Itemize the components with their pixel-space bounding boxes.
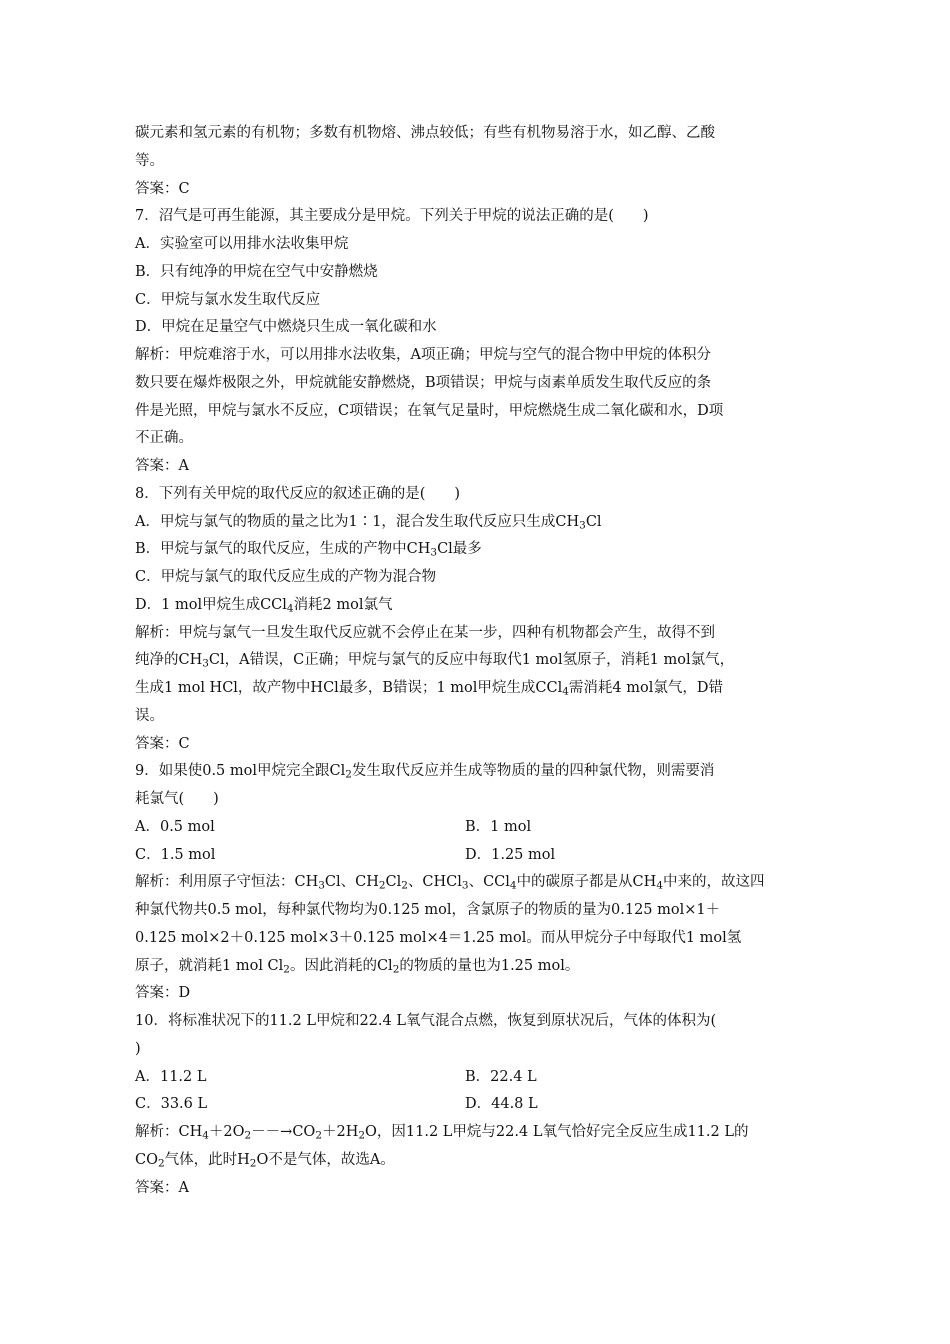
option-9d: D．1.25 mol — [465, 846, 556, 863]
explanation-10: 解析：$CH_4+2O_2--\to CO_2+2H_2O$，因11.2 L甲烷与22.4 L氧气恰好完全反应生成11.2 L的 — [135, 1124, 749, 1142]
question-10: ) — [135, 1040, 141, 1057]
options-row — [135, 1064, 815, 1092]
explanation-7: 数只要在爆炸极限之外，甲烷就能安静燃烧，B项错误；甲烷与卤素单质发生取代反应的条 — [135, 374, 712, 391]
explanation-9: 种氯代物共0.5 mol，每种氯代物均为0.125 mol，含氯原子的物质的量为0.125 mol×1＋ — [135, 902, 721, 918]
explanation-9: 解析：利用原子守恒法：$CH_3Cl$、$CH_2Cl_2$、CHCl$_3$、CCl$_4$中的碳原子都是从$CH_4$中来的，故这四 — [135, 874, 765, 892]
question-7: 7．沼气是可再生能源，其主要成分是甲烷。下列关于甲烷的说法正确的是( ) — [135, 208, 649, 225]
question-10: 10．将标准状况下的11.2 L甲烷和22.4 L氧气混合点燃，恢复到原状况后，气体的体积为( — [135, 1013, 717, 1029]
explanation-7: 不正确。 — [135, 430, 193, 447]
answer-7: 答案：A — [135, 458, 189, 474]
options-row — [135, 1091, 815, 1119]
option-10c: C．33.6 L — [135, 1096, 208, 1113]
option-10a: A．11.2 L — [135, 1068, 207, 1085]
explanation-8: 纯净的$CH_3Cl$，A错误，C正确；甲烷与氯气的反应中每取代1 mol氢原子，消耗1 mol氯气， — [135, 652, 735, 670]
answer-10: 答案：A — [135, 1179, 189, 1196]
option-8d: D．1 mol甲烷生成CCl$_4$消耗2 mol氯气 — [135, 596, 393, 615]
option-9c: C．1.5 mol — [135, 846, 216, 863]
option-10d: D．44.8 L — [465, 1096, 538, 1113]
explanation-9: 0.125 mol×2＋0.125 mol×3＋0.125 mol×4＝1.25 mol。而从甲烷分子中每取代1 mol氢 — [135, 929, 742, 946]
option-8a: A．甲烷与氯气的物质的量之比为1∶1，混合发生取代反应只生成$CH_3Cl$ — [135, 513, 602, 532]
option-7c: C．甲烷与氯水发生取代反应 — [135, 291, 321, 308]
question-8: 8．下列有关甲烷的取代反应的叙述正确的是( ) — [135, 485, 461, 502]
document-page — [135, 120, 815, 1202]
options-row — [135, 814, 815, 842]
explanation-7: 解析：甲烷难溶于水，可以用排水法收集，A项正确；甲烷与空气的混合物中甲烷的体积分 — [135, 347, 711, 363]
option-9a: A．0.5 mol — [135, 818, 215, 835]
explanation-10: $CO_2$气体，此时$H_2O$不是气体，故选A。 — [135, 1151, 395, 1170]
text-line: 等。 — [135, 152, 164, 169]
question-9: 9．如果使0.5 mol甲烷完全跟$Cl_2$发生取代反应并生成等物质的量的四种氯代物，则需要消 — [135, 763, 715, 781]
question-9: 耗氯气( ) — [135, 791, 219, 807]
explanation-8: 生成1 mol HCl，故产物中HCl最多，B错误；1 mol甲烷生成CCl$_4$需消耗4 mol氯气，D错 — [135, 680, 723, 698]
option-7a: A．实验室可以用排水法收集甲烷 — [135, 236, 349, 252]
explanation-8: 解析：甲烷与氯气一旦发生取代反应就不会停止在某一步，四种有机物都会产生，故得不到 — [135, 624, 715, 641]
option-8b: B．甲烷与氯气的取代反应，生成的产物中$CH_3Cl$最多 — [135, 541, 482, 559]
explanation-8: 误。 — [135, 707, 164, 724]
option-7d: D．甲烷在足量空气中燃烧只生成一氧化碳和水 — [135, 319, 437, 336]
answer-8: 答案：C — [135, 735, 190, 752]
option-8c: C．甲烷与氯气的取代反应生成的产物为混合物 — [135, 569, 437, 585]
explanation-9: 原子，就消耗1 mol $Cl_2$。因此消耗的$Cl_2$的物质的量也为1.25 mol。 — [135, 957, 580, 976]
answer-9: 答案：D — [135, 985, 191, 1002]
option-9b: B．1 mol — [465, 818, 532, 835]
text-line: 碳元素和氢元素的有机物；多数有机物熔、沸点较低；有些有机物易溶于水，如乙醇、乙酸 — [135, 125, 715, 141]
option-7b: B．只有纯净的甲烷在空气中安静燃烧 — [135, 263, 378, 280]
option-10b: B．22.4 L — [465, 1068, 537, 1085]
explanation-7: 件是光照，甲烷与氯水不反应，C项错误；在氧气足量时，甲烷燃烧生成二氧化碳和水，D项 — [135, 402, 724, 419]
answer-6: 答案：C — [135, 180, 190, 197]
options-row — [135, 842, 815, 870]
